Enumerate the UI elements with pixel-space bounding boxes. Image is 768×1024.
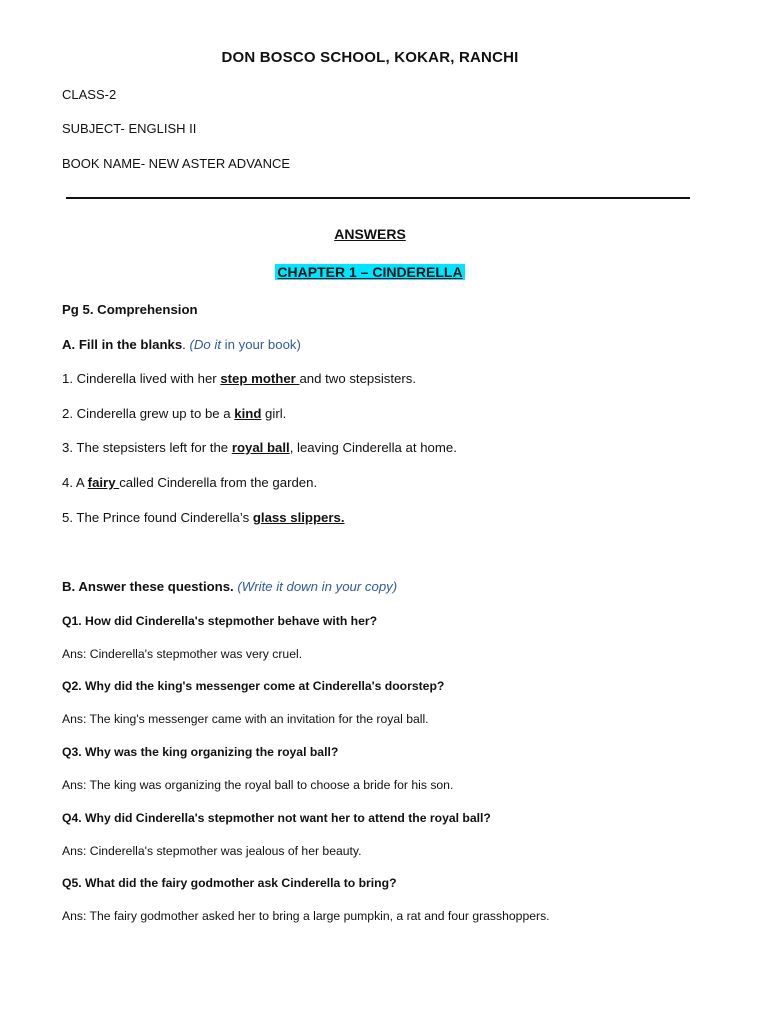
question: Q5. What did the fairy godmother ask Cinderella to bring? [62, 876, 397, 890]
fill-blank-item: 5. The Prince found Cinderella’s glass slippers. [62, 510, 345, 525]
book-name-label: BOOK NAME- NEW ASTER ADVANCE [62, 156, 291, 171]
school-name: DON BOSCO SCHOOL, KOKAR, RANCHI [221, 49, 519, 66]
fill-blank-item: 3. The stepsisters left for the royal ball, leaving Cinderella at home. [62, 440, 457, 455]
answers-title: ANSWERS [334, 226, 406, 242]
answer: Ans: The fairy godmother asked her to bring a large pumpkin, a rat and four grasshoppers. [62, 909, 550, 923]
page-heading: Pg 5. Comprehension [62, 302, 198, 317]
class-label: CLASS-2 [62, 87, 117, 102]
fill-blank-item: 4. A fairy called Cinderella from the garden. [62, 475, 318, 490]
question: Q4. Why did Cinderella's stepmother not want her to attend the royal ball? [62, 811, 491, 825]
section-a-heading: A. Fill in the blanks. (Do it in your book) [62, 337, 301, 352]
subject-label: SUBJECT- ENGLISH II [62, 121, 197, 136]
question: Q3. Why was the king organizing the royal ball? [62, 745, 339, 759]
answer: Ans: The king's messenger came with an invitation for the royal ball. [62, 712, 429, 726]
fill-blank-item: 1. Cinderella lived with her step mother and two stepsisters. [62, 371, 417, 386]
question: Q1. How did Cinderella's stepmother behave with her? [62, 614, 378, 628]
chapter-title: CHAPTER 1 – CINDERELLA [277, 264, 463, 280]
answer: Ans: Cinderella's stepmother was very cruel. [62, 647, 303, 661]
header-divider [66, 197, 690, 199]
question: Q2. Why did the king's messenger come at Cinderella's doorstep? [62, 679, 445, 693]
fill-blank-item: 2. Cinderella grew up to be a kind girl. [62, 406, 287, 421]
section-b-heading: B. Answer these questions. (Write it down in your copy) [62, 579, 398, 594]
answer: Ans: Cinderella's stepmother was jealous of her beauty. [62, 844, 362, 858]
answer: Ans: The king was organizing the royal ball to choose a bride for his son. [62, 778, 454, 792]
